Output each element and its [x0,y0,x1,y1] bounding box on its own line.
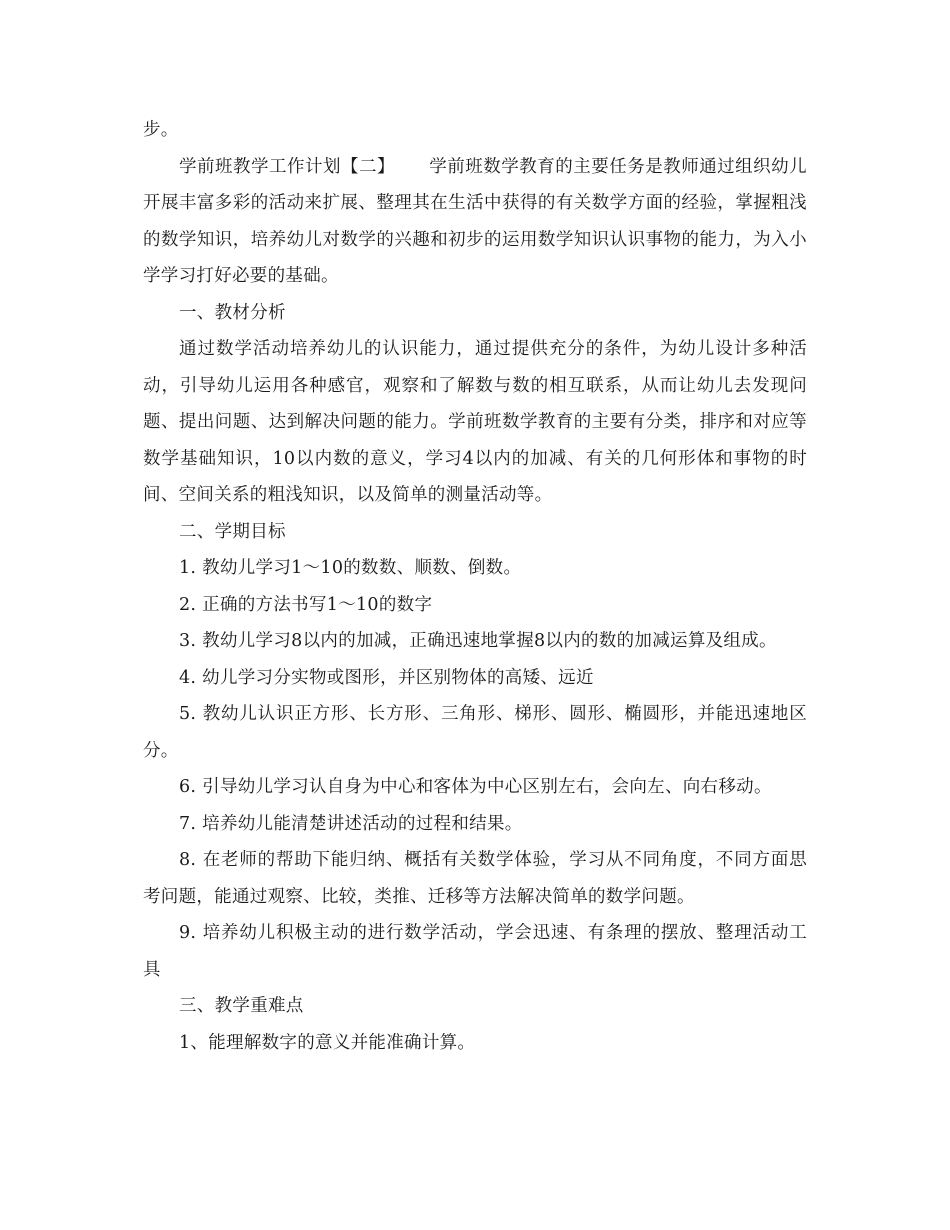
goal-item-9: 9. 培养幼儿积极主动的进行数学活动，学会迅速、有条理的摆放、整理活动工具 [143,923,807,980]
document-body [143,112,807,1061]
heading-semester-goals: 二、学期目标 [179,521,286,542]
goal-item-7: 7. 培养幼儿能清楚讲述活动的过程和结果。 [179,813,523,834]
goal-item-4: 4. 幼儿学习分实物或图形，并区别物体的高矮、远近 [179,667,594,688]
goal-item-8: 8. 在老师的帮助下能归纳、概括有关数学体验，学习从不同角度，不同方面思考问题，能通过观察、比较，类推、迁移等方法解决简单的数学问题。 [143,850,807,907]
paragraph-plan-intro [143,149,807,295]
goal-item-5: 5. 教幼儿认识正方形、长方形、三角形、梯形、圆形、椭圆形，并能迅速地区分。 [143,704,807,761]
paragraph-materials-analysis: 通过数学活动培养幼儿的认识能力，通过提供充分的条件，为幼儿设计多种活动，引导幼儿运用各种感官，观察和了解数与数的相互联系，从而让幼儿去发现问题、提出问题、达到解决问题的能力。学前班数学教育的主要有分类，排序和对应等数学基础知识，10以内数的意义，学习4以内的加减、有关的几何形体和事物的时间、空间关系的粗浅知识，以及简单的测量活动等。 [143,339,807,505]
paragraph-text: 学前班数学教育的主要任务是教师通过组织幼儿开展丰富多彩的活动来扩展、整理其在生活中获得的有关数学方面的经验，掌握粗浅的数学知识，培养幼儿对数学的兴趣和初步的运用数学知识认识事物的能力，为入小学学习打好必要的基础。 [143,156,807,286]
goal-item-1: 1. 教幼儿学习1～10的数数、顺数、倒数。 [179,558,522,578]
heading-materials-analysis: 一、教材分析 [179,302,286,323]
section-title: 学前班教学工作计划【二】 [179,156,395,177]
heading-key-points: 三、教学重难点 [179,996,304,1016]
goal-item-6: 6. 引导幼儿学习认自身为中心和客体为中心区别左右，会向左、向右移动。 [179,777,772,797]
paragraph-continuation: 步。 [143,120,179,140]
key-point-item-1: 1、能理解数字的意义并能准确计算。 [179,1032,476,1053]
goal-item-3: 3. 教幼儿学习8以内的加减，正确迅速地掌握8以内的数的加减运算及组成。 [179,631,777,651]
goal-item-2: 2. 正确的方法书写1～10的数字 [179,594,433,615]
